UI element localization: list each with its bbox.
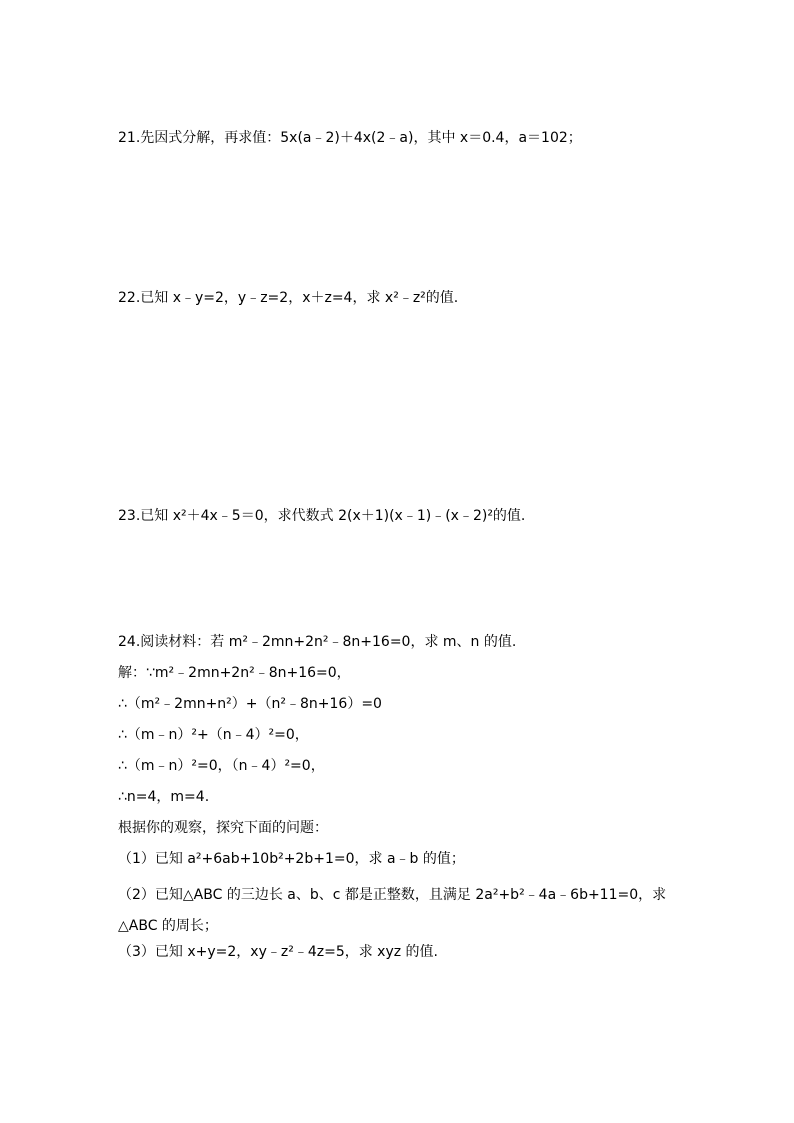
solution-line-1: 解：∵m²﹣2mn+2n²﹣8n+16=0，: [118, 665, 351, 681]
question-23: 23.已知 x²＋4x﹣5＝0，求代数式 2(x＋1)(x﹣1)﹣(x﹣2)²的值.: [118, 508, 526, 524]
question-22: 22.已知 x﹣y=2，y﹣z=2，x＋z=4，求 x²﹣z²的值.: [118, 290, 459, 306]
solution-line-5: ∴n=4，m=4.: [118, 789, 210, 805]
solution-line-2: ∴（m²﹣2mn+n²）+（n²﹣8n+16）=0: [118, 696, 382, 712]
question-24-title: 24.阅读材料：若 m²﹣2mn+2n²﹣8n+16=0，求 m、n 的值.: [118, 634, 517, 650]
sub-question-1: （1）已知 a²+6ab+10b²+2b+1=0，求 a﹣b 的值；: [118, 851, 465, 867]
solution-line-3: ∴（m﹣n）²+（n﹣4）²=0，: [118, 727, 309, 743]
sub-question-3: （3）已知 x+y=2，xy﹣z²﹣4z=5，求 xyz 的值.: [118, 944, 438, 960]
sub-question-2: （2）已知△ABC 的三边长 a、b、c 都是正整数，且满足 2a²+b²﹣4a﹣6b+11=0，求△ABC 的周长；: [118, 887, 667, 934]
solution-line-4: ∴（m﹣n）²=0，（n﹣4）²=0，: [118, 758, 325, 774]
explore-prompt: 根据你的观察，探究下面的问题：: [118, 820, 328, 836]
question-21: 21.先因式分解，再求值：5x(a﹣2)＋4x(2﹣a)，其中 x＝0.4，a＝102；: [118, 130, 582, 146]
